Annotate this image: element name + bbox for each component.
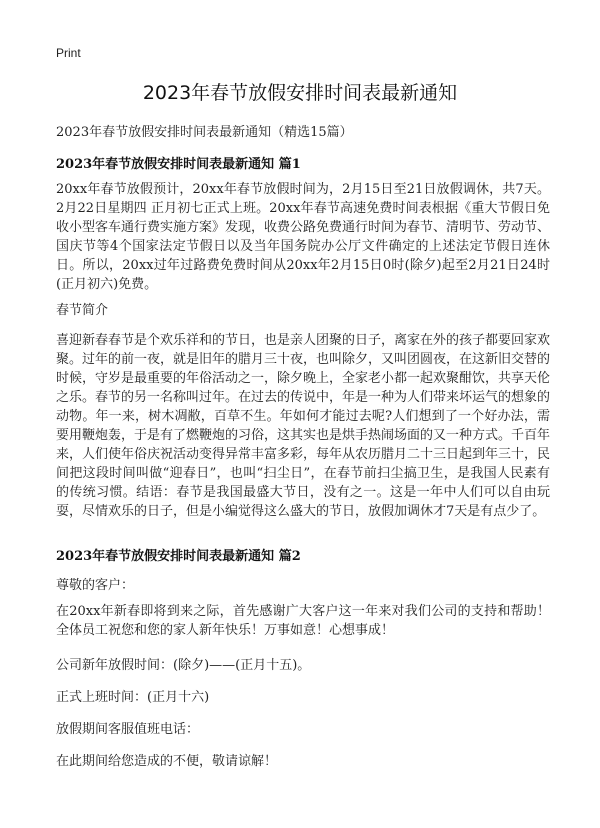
holiday-time-line: 公司新年放假时间：(除夕)——(正月十五)。 bbox=[56, 658, 311, 673]
apology-line: 在此期间给您造成的不便，敬请谅解！ bbox=[56, 754, 278, 769]
greeting-text: 尊敬的客户： bbox=[56, 578, 135, 593]
section-1-paragraph: 20xx年春节放假预计，20xx年春节放假时间为，2月15日至21日放假调休，共7天。2月22日星期四 正月初七正式上班。20xx年春节高速免费时间表根据《重大节假日免收小型客车通行费实施方案》发现，收费公路免费通行时间为春节、清明节、劳动节、国庆节等4个国家法定节假日以及当年国务院办公厅文件确定的上述法定节假日连休日。所以，20xx过年过路费免费时间从20xx年2月15日0时(除夕)起至2月21日24时(正月初六)免费。 bbox=[56, 182, 551, 292]
section-1-heading: 2023年春节放假安排时间表最新通知 篇1 bbox=[56, 157, 301, 172]
page-title: 2023年春节放假安排时间表最新通知 bbox=[142, 82, 458, 104]
intro-heading: 春节简介 bbox=[56, 303, 109, 318]
section-2-heading: 2023年春节放假安排时间表最新通知 篇2 bbox=[56, 549, 301, 564]
print-link[interactable]: Print bbox=[56, 46, 81, 60]
work-time-line: 正式上班时间：(正月十六) bbox=[56, 690, 210, 705]
hotline-line: 放假期间客服值班电话： bbox=[56, 722, 200, 737]
section-2-paragraph: 在20xx年新春即将到来之际，首先感谢广大客户这一年来对我们公司的支持和帮助！全体员工祝您和您的家人新年快乐！万事如意！心想事成！ bbox=[56, 604, 550, 638]
document-subtitle: 2023年春节放假安排时间表最新通知（精选15篇） bbox=[56, 125, 353, 140]
intro-paragraph: 喜迎新春春节是个欢乐祥和的节日，也是亲人团聚的日子，离家在外的孩子都要回家欢聚。过年的前一夜，就是旧年的腊月三十夜，也叫除夕，又叫团圆夜，在这新旧交替的时候，守岁是最重要的年俗活动之一，除夕晚上，全家老小都一起欢聚酣饮，共享天伦之乐。春节的另一名称叫过年。在过去的传说中，年是一种为人们带来坏运气的想象的动物。年一来，树木凋敝，百草不生。年如何才能过去呢?人们想到了一个好办法，需要用鞭炮轰，于是有了燃鞭炮的习俗，这其实也是烘手热闹场面的又一种方式。千百年来，人们使年俗庆祝活动变得异常丰富多彩，每年从农历腊月二十三日起到年三十，民间把这段时间叫做“迎春日”，也叫“扫尘日”，在春节前扫尘搞卫生，是我国人民素有的传统习惯。结语：春节是我国最盛大节日，没有之一。这是一年中人们可以自由玩耍，尽情欢乐的日子，但是小编觉得这么盛大的节日，放假加调休才7天是有点少了。 bbox=[56, 333, 551, 519]
